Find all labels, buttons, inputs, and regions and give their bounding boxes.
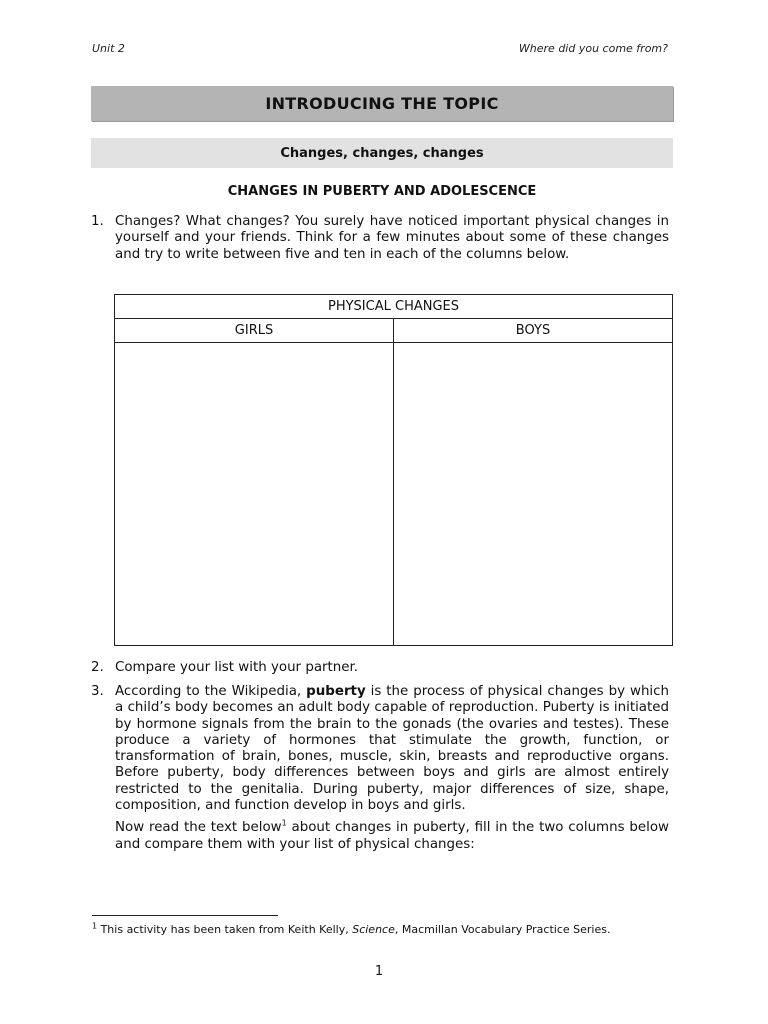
section-heading: CHANGES IN PUBERTY AND ADOLESCENCE bbox=[227, 184, 537, 199]
item-number: 2. bbox=[91, 660, 104, 675]
item-text: Changes? What changes? You surely have noticed important physical changes in yourself and your friends. Think for a few minutes about some of these changes and try to write between five and ten in each of the columns below. bbox=[115, 214, 669, 262]
list-item-2 bbox=[91, 660, 669, 676]
boys-answer-cell[interactable] bbox=[394, 343, 673, 646]
column-header-boys: BOYS bbox=[394, 319, 673, 343]
item-number: 3. bbox=[91, 684, 104, 699]
subtitle-banner bbox=[91, 138, 673, 168]
item-number: 1. bbox=[91, 214, 104, 229]
header-chapter-title: Where did you come from? bbox=[518, 42, 668, 55]
list-item-1 bbox=[91, 214, 669, 263]
list-item-3 bbox=[91, 684, 669, 853]
footnote-reference: 1 bbox=[281, 818, 287, 828]
puberty-definition: According to the Wikipedia, puberty is the process of physical changes by which a child’s body becomes an adult body capable of reproduction. Puberty is initiated by hormone signals from the brain to the gonads (the ovaries and testes). These produce a variety of hormones that stimulate the growth, function, or transformation of brain, bones, muscle, skin, breasts and reproductive organs. Before puberty, body differences between boys and girls are almost entirely restricted to the genitalia. During puberty, major differences of size, shape, composition, and function develop in boys and girls. bbox=[115, 684, 669, 814]
page-subtitle: Changes, changes, changes bbox=[280, 145, 484, 161]
physical-changes-table bbox=[114, 294, 673, 646]
footnote: $^1$ This activity has been taken from Keith Kelly, Science, Macmillan Vocabulary Practice Series. bbox=[92, 921, 611, 936]
footnote-divider bbox=[92, 915, 278, 916]
footnote-book-title: Science bbox=[352, 923, 395, 936]
instruction-text: Now read the text below$^1$ about changes in puberty, fill in the two columns below and compare them with your list of physical changes: bbox=[115, 818, 669, 852]
column-header-girls: GIRLS bbox=[115, 319, 394, 343]
item-text: Compare your list with your partner. bbox=[115, 660, 359, 675]
page-title: INTRODUCING THE TOPIC bbox=[265, 94, 499, 113]
title-banner bbox=[91, 86, 673, 121]
girls-answer-cell[interactable] bbox=[115, 343, 394, 646]
table-title: PHYSICAL CHANGES bbox=[115, 295, 673, 319]
header-unit: Unit 2 bbox=[92, 42, 125, 55]
page-number: 1 bbox=[374, 964, 384, 979]
puberty-term: puberty bbox=[306, 684, 366, 699]
